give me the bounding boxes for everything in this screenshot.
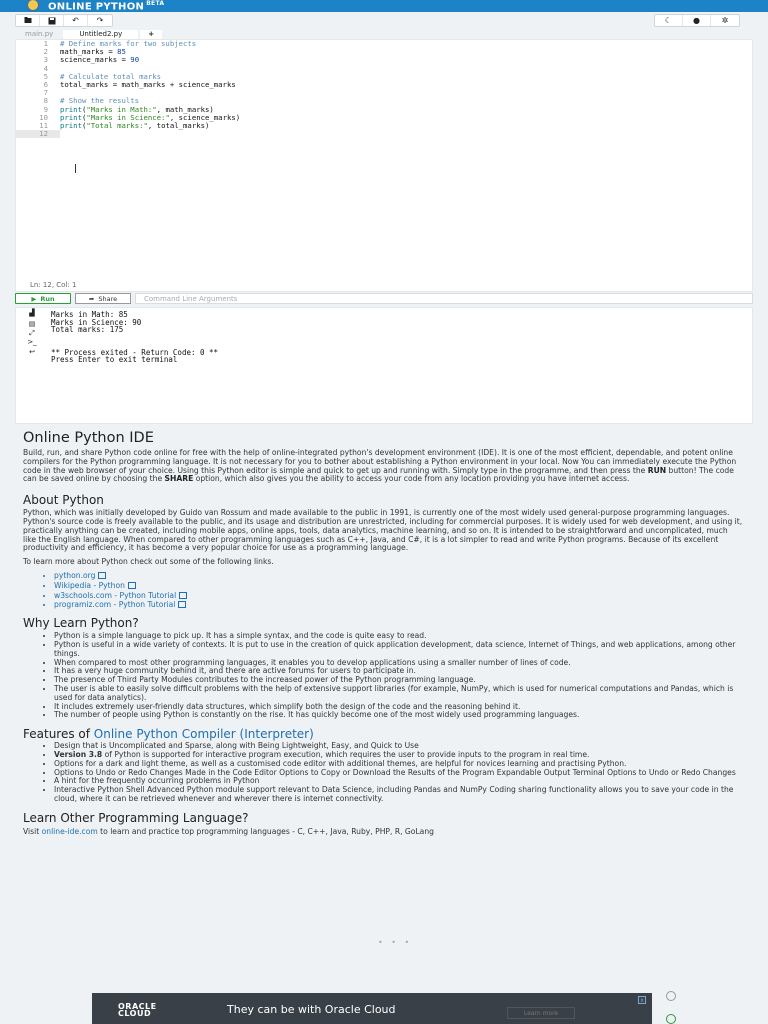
- terminal-icon[interactable]: >_: [27, 338, 37, 346]
- code-line[interactable]: [16, 56, 754, 64]
- list-item: • The number of people using Python is constantly on the rise. It has quickly become one of the most widely used programming languages.: [54, 711, 743, 720]
- list-item: • Python is useful in a wide variety of contexts. It is put to use in the creation of quick application development, data science, Internet of Things, and web applications, among other things.: [54, 641, 743, 659]
- feature-bold: Version 3.8: [54, 749, 103, 759]
- code-token: , science_marks): [169, 112, 241, 122]
- ide-title: Online Python IDE: [23, 430, 154, 446]
- feature-text: Options to Undo or Redo Changes Made in the Code Editor Options to Copy or Download the Results of the Program Expandable Output Terminal Options to Undo or Redo Changes: [54, 767, 736, 777]
- link-label: Wikipedia - Python: [54, 580, 125, 590]
- brand-label: ONLINE PYTHON: [48, 1, 145, 13]
- toolbar: [0, 12, 768, 28]
- line-number: 10: [39, 112, 48, 122]
- why-list: [23, 632, 743, 720]
- clear-icon[interactable]: ▟: [29, 309, 35, 317]
- list-item: • It includes extremely user-friendly data structures, which simplify both the design of the code and the reasoning behind it.: [54, 703, 743, 712]
- link-python-org[interactable]: [54, 571, 743, 581]
- eye-icon: ●: [693, 16, 700, 25]
- line-number: 9: [43, 104, 48, 114]
- ide-text-run: RUN: [647, 465, 667, 475]
- feature-text: Options for a dark and light theme, as well as a customised code editor with additional themes, are helpful for novices learning and practising Python.: [54, 758, 627, 768]
- feature-text: of Python is supported for interactive program execution, which requires the user to provide inputs to the program in real time.: [102, 749, 590, 759]
- external-link-icon: [128, 582, 136, 589]
- dark-mode-icon: ☾: [664, 16, 673, 25]
- undo-icon: ↶: [72, 16, 79, 25]
- code-token: (: [81, 112, 87, 122]
- code-token: "Marks in Science:": [86, 112, 170, 122]
- side-green-icon[interactable]: [666, 1014, 676, 1024]
- preview-button[interactable]: [683, 15, 711, 26]
- external-link-icon: [179, 592, 187, 599]
- new-file-icon: [24, 17, 32, 24]
- about-title: About Python: [23, 493, 104, 508]
- save-icon: [48, 17, 56, 25]
- code-token: print: [60, 112, 82, 122]
- code-line[interactable]: [16, 40, 754, 48]
- code-token: 85: [117, 47, 126, 57]
- advertisement-banner[interactable]: [92, 993, 652, 1024]
- link-programiz[interactable]: [54, 600, 743, 610]
- undo-button[interactable]: [64, 15, 88, 26]
- ide-description: [23, 449, 743, 484]
- other-languages-title: Learn Other Programming Language?: [23, 810, 249, 825]
- line-number: 4: [43, 63, 48, 73]
- list-item: • The presence of Third Party Modules contributes to the increased power of the Python programming language.: [54, 676, 743, 685]
- line-number: 12: [16, 130, 60, 138]
- feature-text: Design that is Uncomplicated and Sparse, along with Being Lightweight, Easy, and Quick to Use: [54, 741, 419, 751]
- run-button[interactable]: [15, 293, 71, 304]
- code-token: 90: [130, 55, 140, 65]
- view-actions-group: [654, 14, 740, 27]
- code-token: (: [81, 104, 87, 114]
- line-number: 1: [43, 39, 48, 48]
- settings-icon: ✲: [721, 16, 729, 25]
- code-token: , math_marks): [156, 104, 214, 114]
- feature-text: A hint for the frequently occurring problems in Python: [54, 776, 260, 786]
- link-label: programiz.com - Python Tutorial: [54, 600, 176, 610]
- ad-close-icon[interactable]: x: [638, 996, 646, 1004]
- line-number: 7: [43, 88, 48, 98]
- brand-title[interactable]: [48, 0, 164, 12]
- oracle-cloud-logo: [118, 1003, 157, 1017]
- copy-icon[interactable]: ▤: [28, 320, 36, 328]
- line-number: 3: [43, 55, 48, 65]
- code-token: , total_marks): [147, 121, 210, 130]
- code-token: print: [60, 121, 82, 130]
- link-label: python.org: [54, 570, 96, 580]
- list-item: • When compared to most other programming languages, it enables you to develop applications using a smaller number of lines of code.: [54, 659, 743, 668]
- loading-dots: • • •: [378, 938, 413, 947]
- features-list: [23, 742, 743, 804]
- save-button[interactable]: [40, 15, 64, 26]
- run-bar: [15, 292, 753, 305]
- ide-text-part2: button! The code can be saved online by choosing the: [23, 465, 734, 484]
- list-item: • Python is a simple language to pick up. It has a simple syntax, and the code is quite easy to read.: [54, 632, 743, 641]
- about-text: Python, which was initially developed by Guido van Rossum and made available to the public in 1991, is currently one of the most widely used general-purpose programming languages. Python's source code is freely available to the public, and its usage and distribution are unrestricted, including for commercial purposes. It is widely used for web development, and using it, practically anything can be created, including mobile apps, online apps, tools, data analytics, machine learning, and so on. It is intended to be straightforward and uncomplicated, much like the English language. When compared to other programming languages such as C++, Java, and C#, it is a lot simpler to read and write Python programs. Because of its excellent productivity and efficiency, it has become a very popular choice for use as a programming language.: [23, 508, 743, 553]
- terminal-controls: [16, 308, 46, 423]
- code-token: total_marks = math_marks + science_marks: [60, 80, 236, 89]
- code-token: # Calculate total marks: [60, 71, 162, 81]
- list-item: [54, 786, 743, 804]
- new-file-button[interactable]: [16, 15, 40, 26]
- tab-untitled2-py[interactable]: Untitled2.py: [63, 30, 138, 39]
- file-actions-group: [15, 14, 113, 27]
- code-editor[interactable]: [15, 39, 753, 292]
- ad-logo-line2: CLOUD: [118, 1009, 152, 1018]
- page-content: [23, 430, 743, 837]
- code-line[interactable]: [16, 130, 754, 138]
- line-number: 11: [39, 121, 48, 130]
- command-line-args-input[interactable]: Command Line Arguments: [135, 293, 753, 304]
- link-wikipedia[interactable]: [54, 581, 743, 591]
- links-list: [23, 571, 743, 610]
- cursor-position: Ln: 12, Col: 1: [30, 281, 77, 289]
- code-text: [60, 56, 139, 64]
- line-number: 5: [43, 71, 48, 81]
- app-header: [0, 0, 768, 12]
- code-token: math_marks =: [60, 47, 118, 57]
- feature-text: Interactive Python Shell Advanced Python module support relevant to Data Science, including Pandas and NumPy Coding sharing functionality allows you to save your code in the cloud, where it can be retrieved whenever and wherever there is internet connectivity.: [54, 785, 734, 803]
- line-number: 2: [43, 47, 48, 57]
- expand-icon[interactable]: ⤢: [29, 329, 35, 337]
- share-label: Share: [98, 294, 118, 303]
- external-link-icon: [98, 572, 106, 579]
- features-title-link[interactable]: Online Python Compiler (Interpreter): [93, 727, 314, 742]
- ad-learn-more-button[interactable]: Learn more: [507, 1007, 575, 1019]
- settings-button[interactable]: [711, 15, 739, 26]
- code-token: print: [60, 104, 82, 114]
- links-intro: To learn more about Python check out some of the following links.: [23, 557, 274, 567]
- redo-icon: ↷: [96, 16, 104, 25]
- features-title-prefix: Features of: [23, 727, 94, 742]
- code-line[interactable]: [16, 81, 754, 89]
- code-token: # Show the results: [60, 96, 140, 106]
- output-terminal[interactable]: [15, 307, 753, 424]
- redo-button[interactable]: [88, 15, 112, 26]
- list-item: • The user is able to easily solve difficult problems with the help of extensive support libraries (for example, NumPy, which is used for numerical computations and Pandas, which is used for data analytics).: [54, 685, 743, 703]
- python-logo-icon: [26, 0, 40, 12]
- tab-main-py[interactable]: main.py: [25, 30, 54, 38]
- code-text: [60, 81, 236, 89]
- other-prefix: Visit: [23, 826, 42, 836]
- code-text: [60, 122, 209, 130]
- link-w3schools[interactable]: [54, 591, 743, 601]
- ide-text-share: SHARE: [164, 474, 194, 484]
- ad-headline: They can be with Oracle Cloud: [227, 1003, 396, 1016]
- code-token: # Define marks for two subjects: [60, 39, 197, 48]
- share-button[interactable]: [75, 293, 131, 304]
- ide-text-part3: option, which also gives you the ability to access your code from any location providing you have internet access.: [193, 474, 630, 484]
- editor-tabs: [15, 30, 162, 39]
- link-label: w3schools.com - Python Tutorial: [54, 590, 177, 600]
- play-icon: ▶: [31, 294, 37, 303]
- terminal-output: Marks in Math: 85 Marks in Science: 90 Total marks: 175 ** Process exited - Return Code: 0 ** Press Enter to exit terminal: [51, 310, 219, 364]
- add-tab-button[interactable]: +: [140, 30, 162, 39]
- code-line[interactable]: [16, 122, 754, 130]
- dark-mode-button[interactable]: [655, 15, 683, 26]
- online-ide-link[interactable]: online-ide.com: [41, 826, 98, 836]
- line-number: 6: [43, 80, 48, 89]
- features-title: [23, 727, 743, 741]
- text-cursor: [75, 164, 76, 173]
- ide-text-part1: Build, run, and share Python code online for free with the help of online-integrated python's development environment (IDE). It is one of the most efficient, dependable, and potent online compilers for the Python programming language. It is not necessary for you to bother about establishing a Python environment in your local. Now You can immediately execute the Python code in the web browser of your choice. Using this Python editor is simple and quick to get up and running with. Simply type in the programme, and then press the: [23, 448, 737, 475]
- other-languages-text: [23, 828, 743, 837]
- wrap-icon[interactable]: ↩: [29, 348, 35, 356]
- run-label: Run: [40, 294, 55, 303]
- list-item: • It has a very huge community behind it, and there are active forums for users to participate in.: [54, 667, 743, 676]
- external-link-icon: [178, 601, 186, 608]
- code-token: "Marks in Math:": [86, 104, 157, 114]
- code-token: science_marks =: [60, 55, 131, 65]
- why-title: Why Learn Python?: [23, 616, 139, 631]
- code-token: (: [81, 121, 87, 130]
- line-number: 8: [43, 96, 48, 106]
- share-icon: ➦: [88, 294, 95, 303]
- side-scroll-up-icon[interactable]: [666, 991, 676, 1001]
- other-suffix: to learn and practice top programming languages - C, C++, Java, Ruby, PHP, R, GoLang: [97, 826, 434, 836]
- ad-logo-line1: ORACLE: [118, 1002, 157, 1011]
- beta-badge: BETA: [146, 0, 165, 7]
- code-token: "Total marks:": [86, 121, 148, 130]
